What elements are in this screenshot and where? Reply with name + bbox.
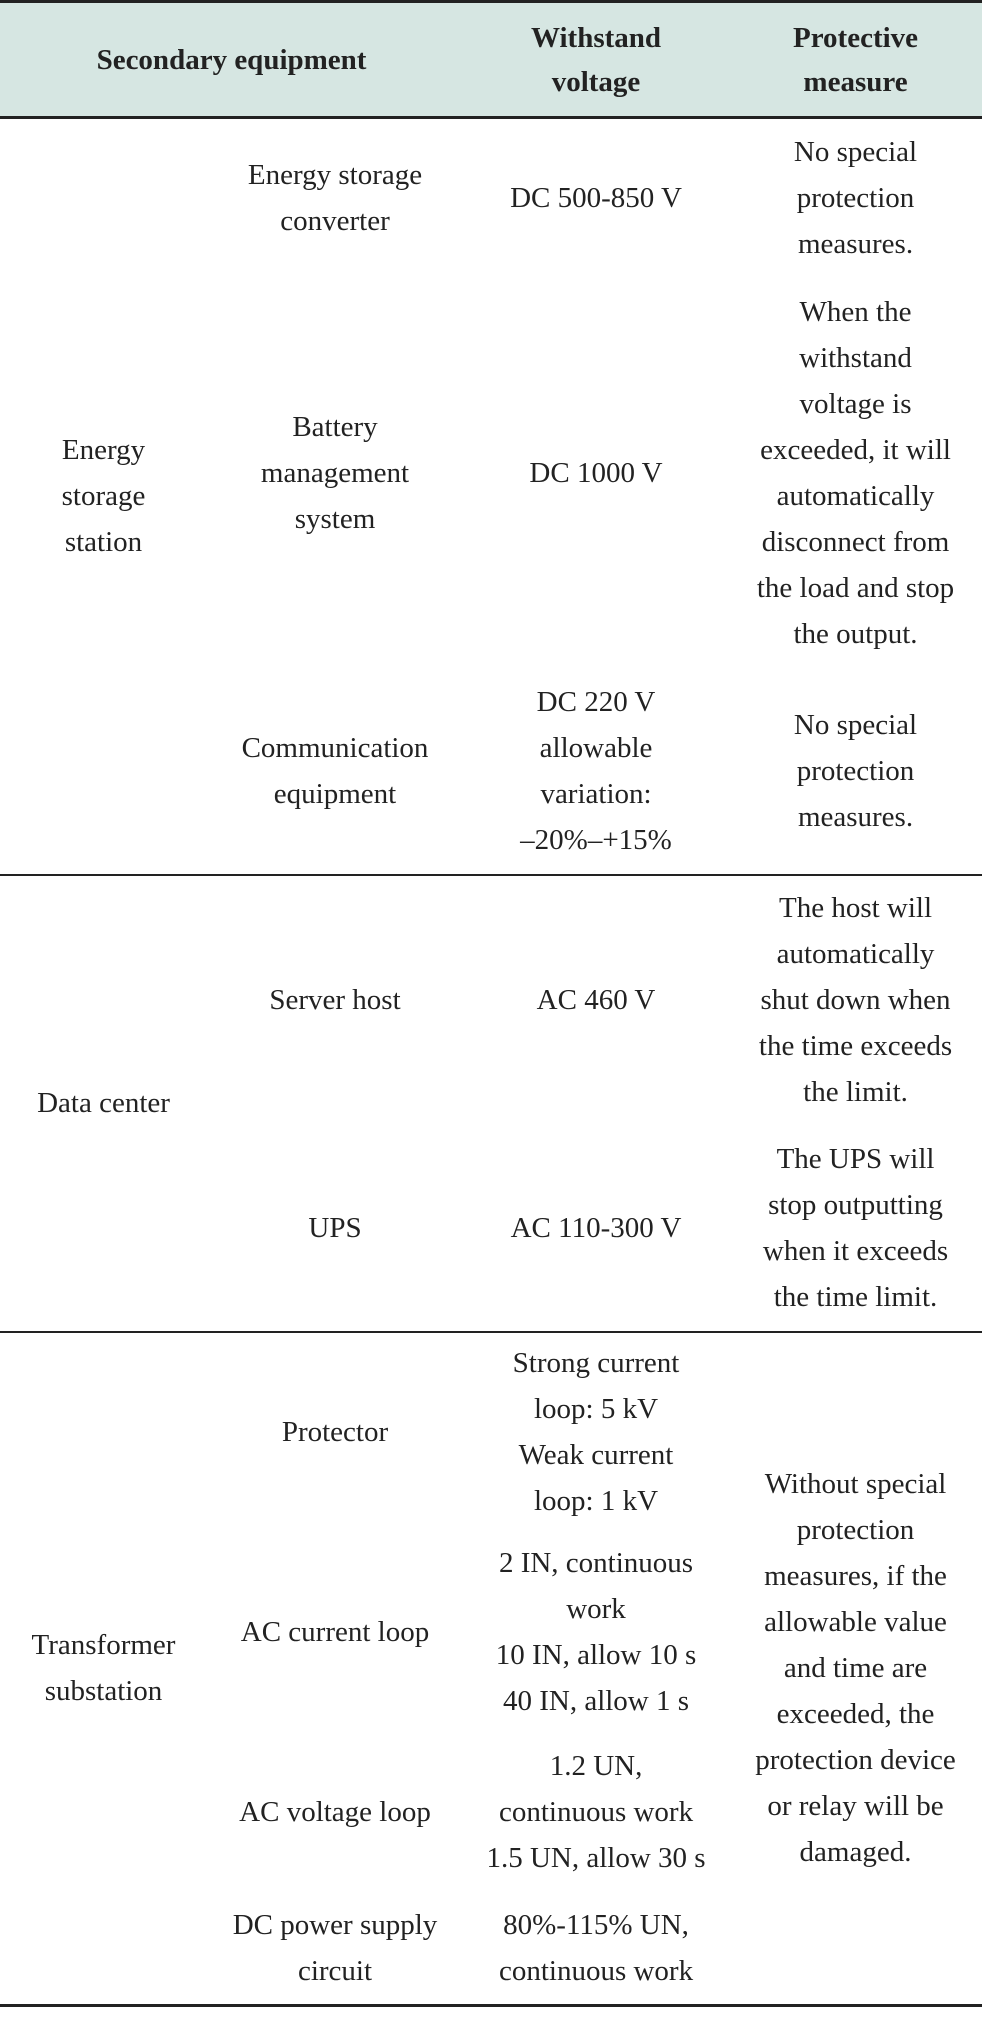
table-row: [0, 118, 982, 278]
group-transformer-substation: [0, 1332, 982, 2006]
equipment-cell: Battery management system: [260, 410, 410, 535]
header-row: [0, 2, 982, 118]
measure-cell: The host will automatically shut down when the time exceeds the limit.: [758, 892, 953, 1108]
measure-cell: No special protection measures.: [793, 136, 918, 261]
table-row: [0, 875, 982, 1125]
voltage-cell: DC 500-850 V: [510, 182, 682, 215]
voltage-cell: DC 220 V allowable variation: –20%–+15%: [520, 685, 672, 856]
header-withstand-voltage: Withstand voltage: [531, 21, 662, 98]
equipment-cell: AC voltage loop: [239, 1795, 431, 1828]
shared-measure-cell: Without special protection measures, if the allowable value and time are exceeded, the protection device or relay will be damaged.: [755, 1468, 956, 1869]
equipment-cell: Energy storage converter: [247, 159, 423, 238]
group-data-center: [0, 875, 982, 1332]
equipment-cell: Communication equipment: [241, 731, 429, 810]
voltage-cell: 80%-115% UN, continuous work: [498, 1908, 694, 1987]
equipment-cell: UPS: [308, 1211, 362, 1244]
voltage-cell: AC 460 V: [536, 984, 656, 1016]
group-name: Energy storage station: [61, 434, 146, 559]
header-protective-measure: Protective measure: [792, 21, 919, 98]
measure-cell: When the withstand voltage is exceeded, it will automatically disconnect from the load and stop the output.: [756, 295, 955, 650]
table-header: [0, 2, 982, 118]
measure-cell: The UPS will stop outputting when it exceeds the time limit.: [762, 1142, 949, 1313]
voltage-cell: 1.2 UN, continuous work 1.5 UN, allow 30 s: [486, 1749, 706, 1874]
table-row: [0, 1332, 982, 1532]
voltage-cell: 2 IN, continuous work 10 IN, allow 10 s 40 IN, allow 1 s: [495, 1546, 697, 1717]
group-energy-storage: [0, 118, 982, 875]
group-name: Data center: [37, 1087, 170, 1119]
equipment-cell: AC current loop: [240, 1615, 430, 1648]
voltage-cell: DC 1000 V: [529, 456, 663, 489]
equipment-cell: DC power supply circuit: [232, 1908, 438, 1987]
group-name: Transformer substation: [31, 1629, 176, 1708]
equipment-cell: Server host: [269, 984, 401, 1016]
voltage-cell: AC 110-300 V: [510, 1211, 682, 1244]
header-secondary-equipment: Secondary equipment: [96, 43, 367, 76]
voltage-cell: Strong current loop: 5 kV Weak current loop: 1 kV: [512, 1347, 680, 1517]
measure-cell: No special protection measures.: [793, 708, 918, 833]
equipment-cell: Protector: [281, 1416, 389, 1448]
